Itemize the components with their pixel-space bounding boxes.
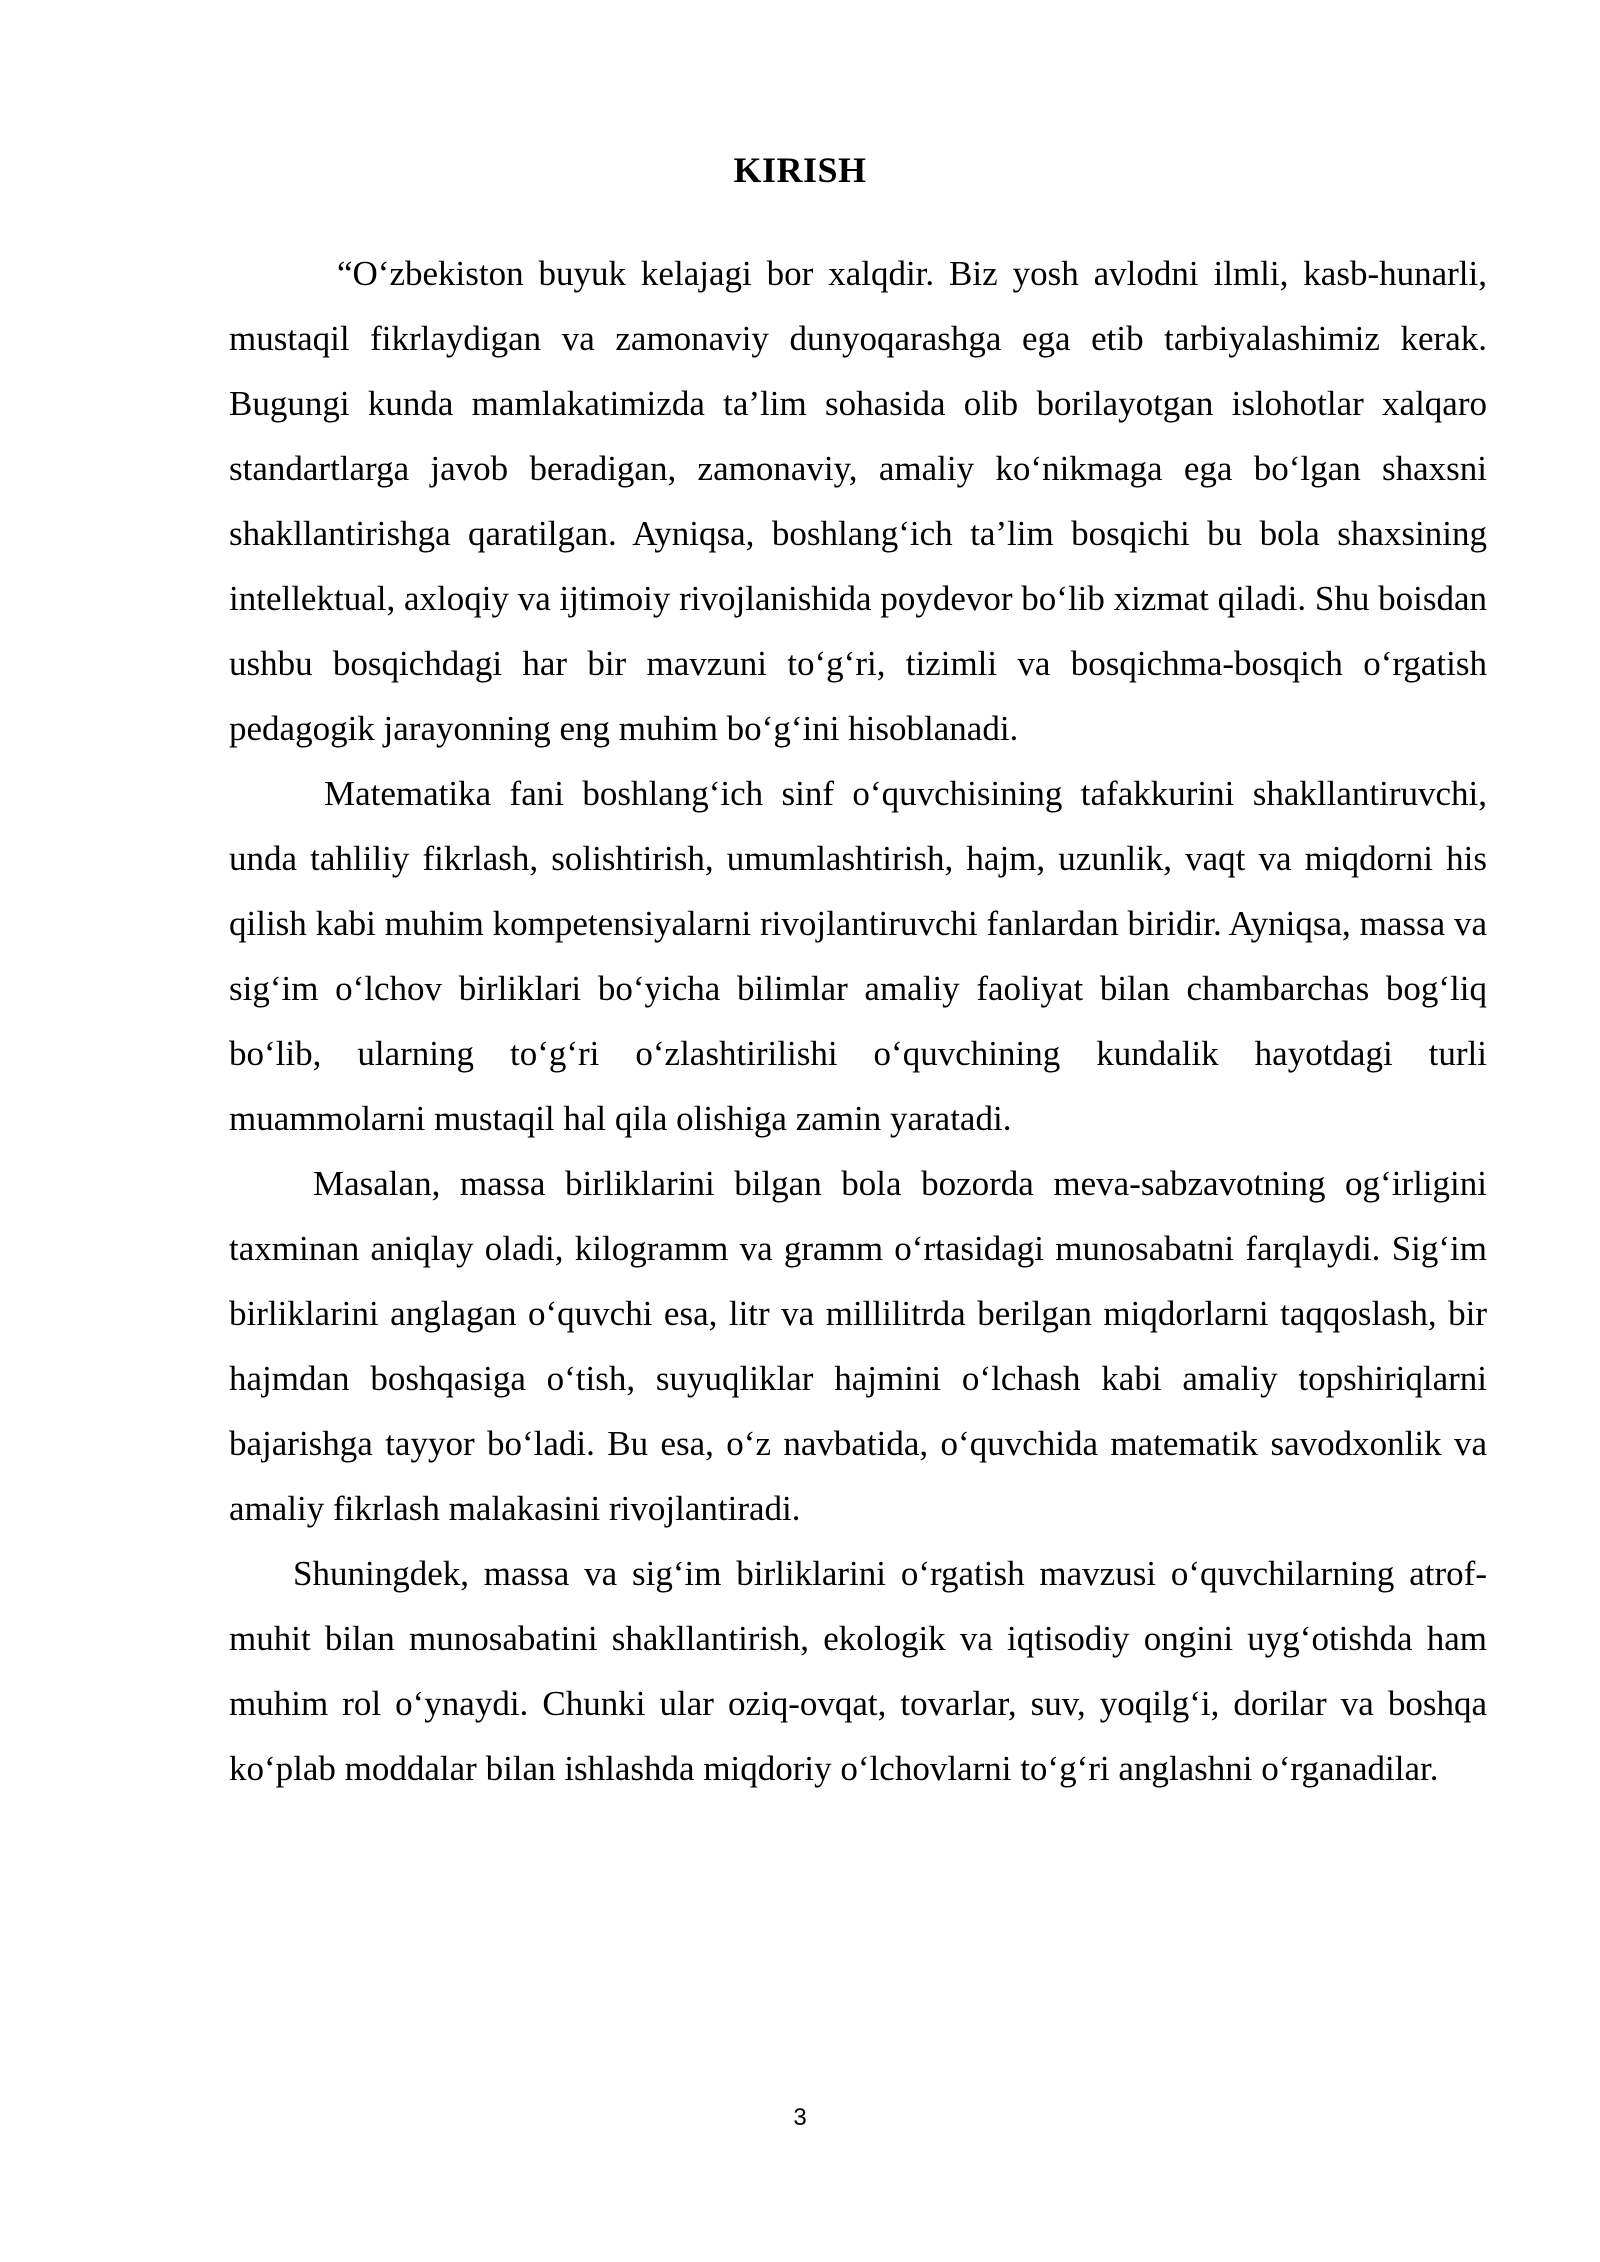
paragraph-3: Masalan, massa birliklarini bilgan bola bozorda meva-sabzavotning og‘irligini taxminan aniqlay oladi, kilogramm va gramm o‘rtasidagi munosabatni farqlaydi. Sig‘im birliklarini anglagan o‘quvchi esa, litr va millilitrda berilgan miqdorlarni taqqoslash, bir hajmdan boshqasiga o‘tish, suyuqliklar hajmini o‘lchash kabi amaliy topshiriqlarni bajarishga tayyor bo‘ladi. Bu esa, o‘z navbatida, o‘quvchida matematik savodxonlik va amaliy fikrlash malakasini rivojlantiradi. [229,1164,1487,1528]
body-text [229,241,1487,1801]
paragraph-1: “O‘zbekiston buyuk kelajagi bor xalqdir. Biz yosh avlodni ilmli, kasb-hunarli, mustaqil fikrlaydigan va zamonaviy dunyoqarashga ega etib tarbiyalashimiz kerak. Bugungi kunda mamlakatimizda ta’lim sohasida olib borilayotgan islohotlar xalqaro standartlarga javob beradigan, zamonaviy, amaliy ko‘nikmaga ega bo‘lgan shaxsni shakllantirishga qaratilgan. Ayniqsa, boshlang‘ich ta’lim bosqichi bu bola shaxsining intellektual, axloqiy va ijtimoiy rivojlanishida poydevor bo‘lib xizmat qiladi. Shu boisdan ushbu bosqichdagi har bir mavzuni to‘g‘ri, tizimli va bosqichma-bosqich o‘rgatish pedagogik jarayonning eng muhim bo‘g‘ini hisoblanadi. [229,254,1487,748]
paragraph-2: Matematika fani boshlang‘ich sinf o‘quvchisining tafakkurini shakllantiruvchi, unda tahliliy fikrlash, solishtirish, umumlashtirish, hajm, uzunlik, vaqt va miqdorni his qilish kabi muhim kompetensiyalarni rivojlantiruvchi fanlardan biridir. Ayniqsa, massa va sig‘im o‘lchov birliklari bo‘yicha bilimlar amaliy faoliyat bilan chambarchas bog‘liq bo‘lib, ularning to‘g‘ri o‘zlashtirilishi o‘quvchining kundalik hayotdagi turli muammolarni mustaqil hal qila olishiga zamin yaratadi. [229,774,1487,1138]
page-title: KIRISH [733,150,867,190]
page-number: 3 [793,2104,807,2131]
paragraph-4: Shuningdek, massa va sig‘im birliklarini o‘rgatish mavzusi o‘quvchilarning atrof-muhit bilan munosabatini shakllantirish, ekologik va iqtisodiy ongini uyg‘otishda ham muhim rol o‘ynaydi. Chunki ular oziq-ovqat, tovarlar, suv, yoqilg‘i, dorilar va boshqa ko‘plab moddalar bilan ishlashda miqdoriy o‘lchovlarni to‘g‘ri anglashni o‘rganadilar. [229,1554,1487,1788]
